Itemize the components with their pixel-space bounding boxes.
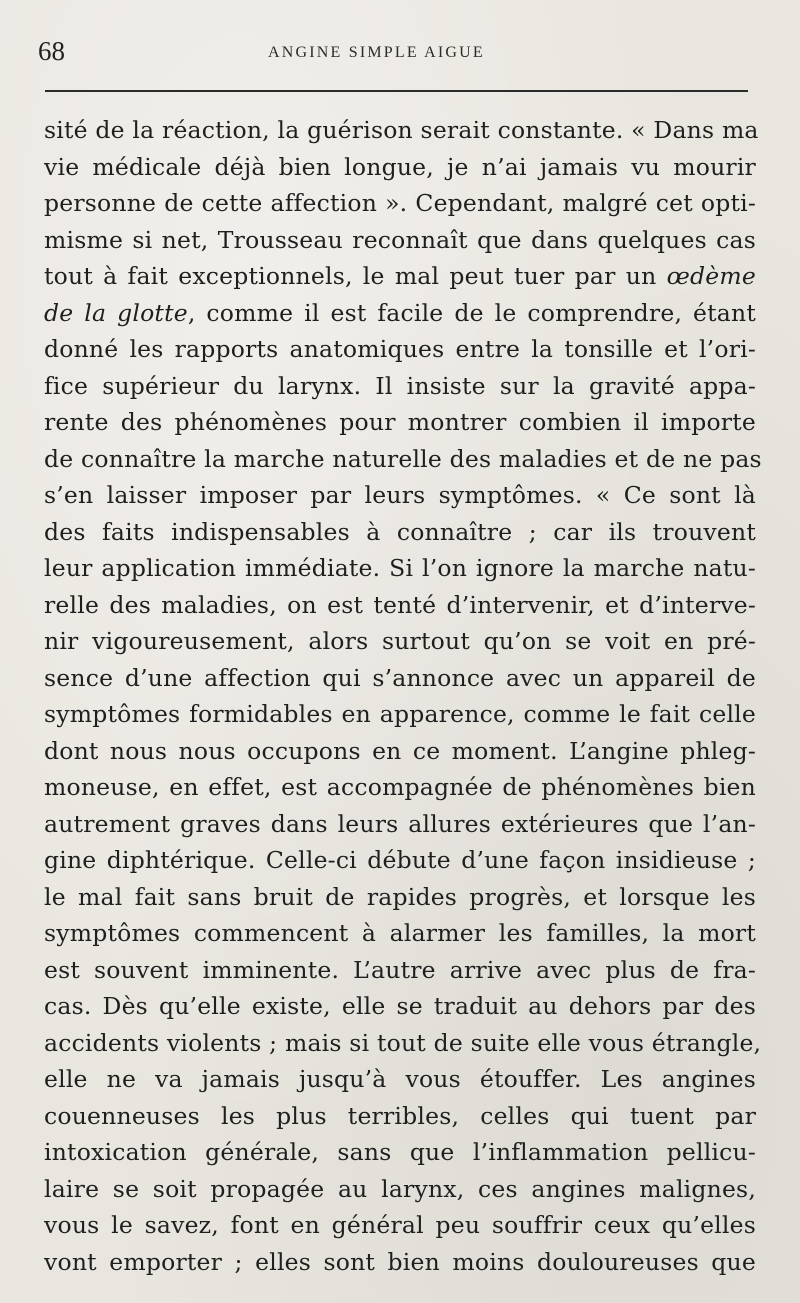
text-line: symptômes commencent à alarmer les familles, la mort bbox=[44, 919, 756, 947]
text-line: personne de cette affection ». Cependant, malgré cet opti- bbox=[44, 189, 756, 217]
text-line: gine diphtérique. Celle-ci débute d’une façon insidieuse ; bbox=[44, 846, 756, 874]
page-number: 68 bbox=[38, 36, 65, 66]
text-line: elle ne va jamais jusqu’à vous étouffer. Les angines bbox=[44, 1065, 756, 1093]
text-line: dont nous nous occupons en ce moment. L’angine phleg- bbox=[44, 736, 756, 765]
text-line: cas. Dès qu’elle existe, elle se traduit au dehors par des bbox=[44, 992, 756, 1020]
text-line: misme si net, Trousseau reconnaît que dans quelques cas bbox=[44, 225, 756, 254]
text-line: des faits indispensables à connaître ; car ils trouvent bbox=[44, 517, 756, 546]
text-run: tout à fait exceptionnels, le mal peut tuer par un bbox=[44, 262, 657, 290]
text-line: fice supérieur du larynx. Il insiste sur la gravité appa- bbox=[44, 371, 756, 400]
text-line: rente des phénomènes pour montrer combien il importe bbox=[44, 408, 756, 436]
running-title: ANGINE SIMPLE AIGUE bbox=[268, 44, 485, 61]
text-line: laire se soit propagée au larynx, ces angines malignes, bbox=[44, 1174, 756, 1203]
running-head bbox=[38, 34, 750, 74]
text-line: leur application immédiate. Si l’on ignore la marche natu- bbox=[44, 554, 756, 582]
text-line: relle des maladies, on est tenté d’intervenir, et d’interve- bbox=[44, 590, 756, 619]
text-line: accidents violents ; mais si tout de suite elle vous étrangle, bbox=[44, 1028, 762, 1057]
body-text bbox=[44, 112, 762, 1280]
text-line: vont emporter ; elles sont bien moins douloureuses que bbox=[44, 1247, 756, 1276]
text-line: vie médicale déjà bien longue, je n’ai jamais vu mourir bbox=[44, 152, 756, 181]
text-line: donné les rapports anatomiques entre la tonsille et l’ori- bbox=[44, 335, 756, 363]
text-line: le mal fait sans bruit de rapides progrès, et lorsque les bbox=[44, 882, 756, 911]
text-line: de connaître la marche naturelle des maladies et de ne pas bbox=[44, 444, 762, 473]
text-line: couenneuses les plus terribles, celles qui tuent par bbox=[44, 1101, 756, 1130]
text-line: symptômes formidables en apparence, comme le fait celle bbox=[44, 700, 756, 728]
italic-term: de la glotte bbox=[44, 298, 188, 327]
text-line bbox=[44, 258, 756, 295]
header-rule bbox=[45, 90, 748, 92]
text-line: s’en laisser imposer par leurs symptômes. « Ce sont là bbox=[44, 481, 756, 509]
text-line: vous le savez, font en général peu souffrir ceux qu’elles bbox=[44, 1211, 756, 1239]
text-line: nir vigoureusement, alors surtout qu’on se voit en pré- bbox=[44, 627, 756, 655]
text-run: , comme il est facile de le comprendre, étant bbox=[187, 298, 756, 327]
text-line: autrement graves dans leurs allures extérieures que l’an- bbox=[44, 809, 756, 838]
text-line: sité de la réaction, la guérison serait constante. « Dans ma bbox=[44, 116, 759, 144]
text-line: est souvent imminente. L’autre arrive avec plus de fra- bbox=[44, 955, 756, 984]
text-line bbox=[44, 295, 756, 332]
text-line: moneuse, en effet, est accompagnée de phénomènes bien bbox=[44, 773, 756, 801]
italic-term: œdème bbox=[666, 262, 756, 290]
text-line: sence d’une affection qui s’annonce avec un appareil de bbox=[44, 663, 756, 692]
text-line: intoxication générale, sans que l’inflammation pellicu- bbox=[44, 1138, 756, 1166]
